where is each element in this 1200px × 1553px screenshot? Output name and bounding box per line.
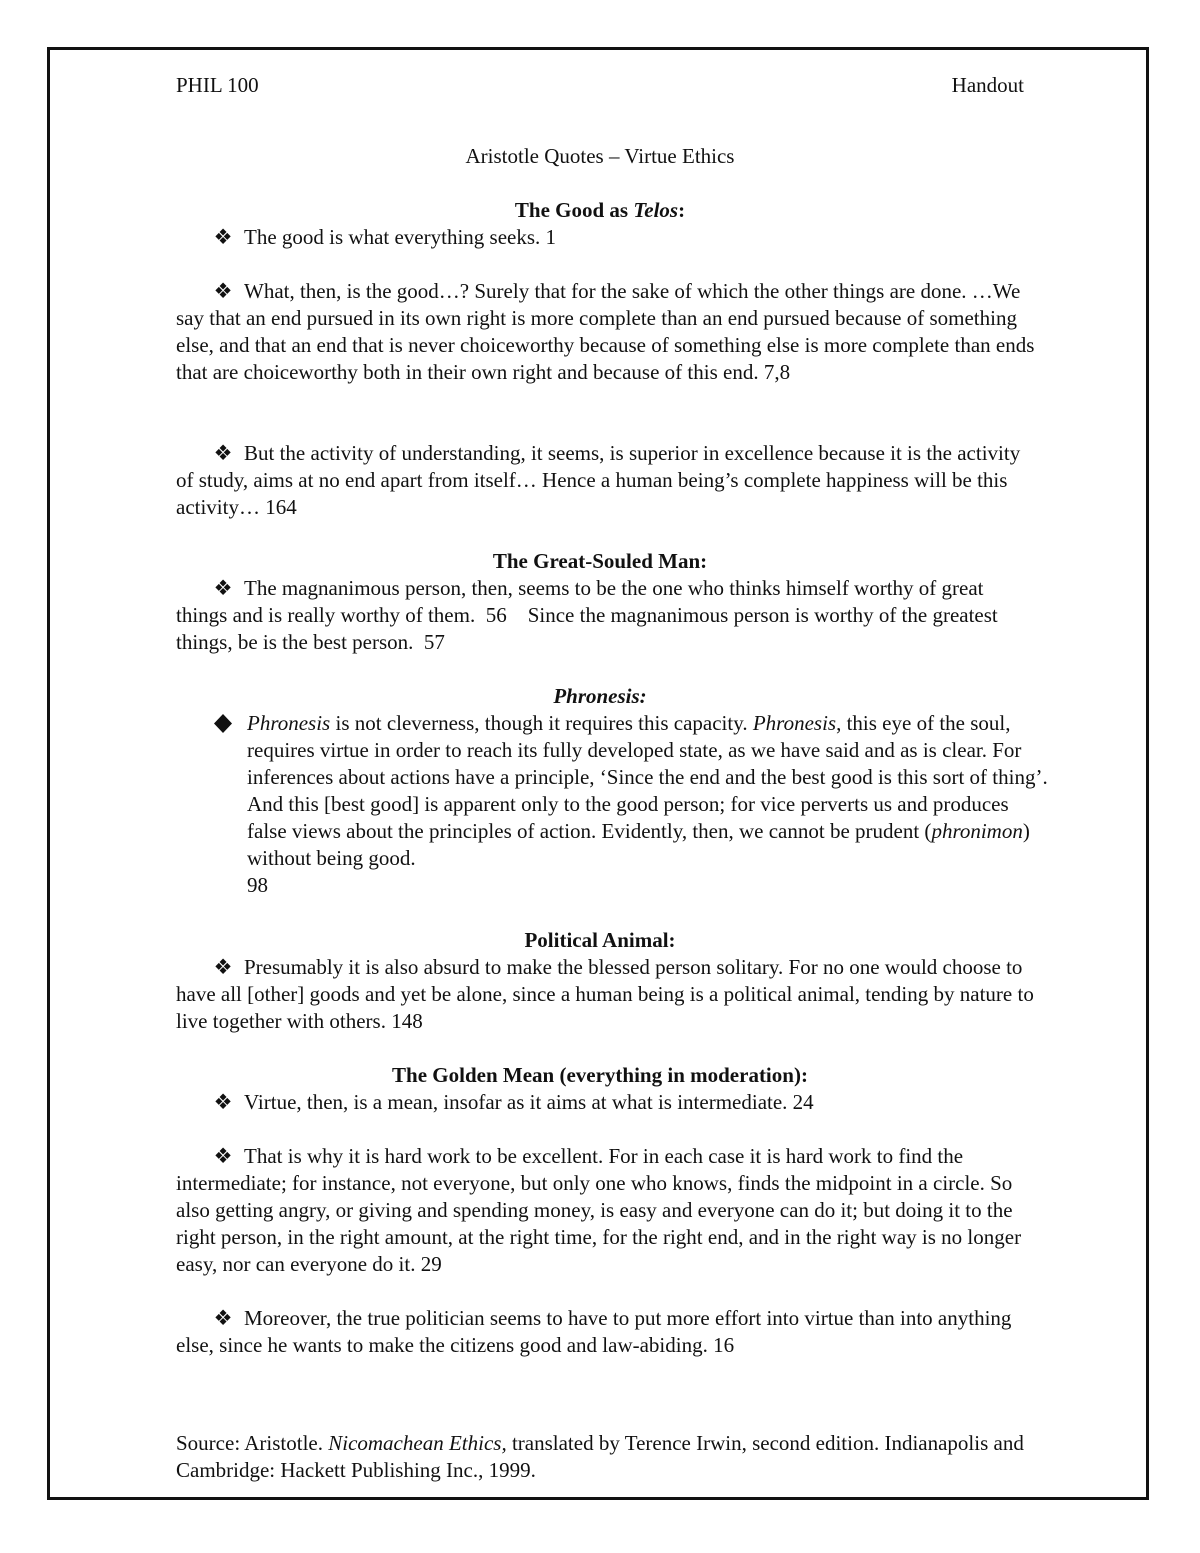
handout-label: Handout	[951, 73, 1024, 97]
quote-hard-work: ❖ That is why it is hard work to be excellent. For in each case it is hard work to find the intermediate; for instance, not everyone, but only one who knows, finds the midpoint in a circle. So also getting angry, or giving and spending money, is easy and everyone can do it; but doing it to the right person, in the right amount, at the right time, for the right end, and in the right way is no longer easy, nor can everyone do it. 29	[176, 1144, 1022, 1276]
solid-diamond-bullet-icon	[212, 710, 234, 737]
quote-what-is-good: ❖ What, then, is the good…? Surely that for the sake of which the other things are done. …We say that an end pursued in its own right is more complete than an end pursued because of something else, and that an end that is never choiceworthy because of something else is more complete than ends that are choiceworthy both in their own right and because of this end. 7,8	[176, 279, 1035, 384]
source-citation: Source: Aristotle. Nicomachean Ethics, translated by Terence Irwin, second edition. Indianapolis and Cambridge: Hackett Publishing Inc., 1999.	[176, 1431, 1024, 1482]
diamond-bullet-icon: ❖	[213, 441, 233, 465]
diamond-bullet-icon: ❖	[213, 1090, 233, 1114]
heading-good-as-telos: The Good as Telos:	[514, 198, 686, 222]
document-title: Aristotle Quotes – Virtue Ethics	[465, 144, 735, 168]
diamond-bullet-icon: ❖	[213, 279, 233, 303]
diamond-bullet-icon: ❖	[213, 1306, 233, 1330]
quote-political-animal: ❖ Presumably it is also absurd to make the blessed person solitary. For no one would choose to have all [other] goods and yet be alone, since a human being is a political animal, tending by nature to live together with others. 148	[176, 955, 1034, 1033]
quote-virtue-mean: ❖ Virtue, then, is a mean, insofar as it aims at what is intermediate. 24	[213, 1090, 814, 1114]
diamond-bullet-icon: ❖	[213, 1144, 233, 1168]
heading-political-animal: Political Animal:	[524, 928, 676, 952]
diamond-bullet-icon: ❖	[213, 955, 233, 979]
quote-activity-understanding: ❖ But the activity of understanding, it seems, is superior in excellence because it is the activity of study, aims at no end apart from itself… Hence a human being’s complete happiness will be this activity… 164	[176, 441, 1021, 519]
quote-magnanimous: ❖ The magnanimous person, then, seems to be the one who thinks himself worthy of great things and is really worthy of them. 56 Since the magnanimous person is worthy of the greatest things, be is the best person. 57	[176, 576, 1004, 654]
diamond-bullet-icon: ❖	[213, 576, 233, 600]
diamond-bullet-icon: ❖	[213, 225, 233, 249]
quote-phronesis: Phronesis is not cleverness, though it requires this capacity. Phronesis, this eye of the soul, requires virtue in order to reach its fully developed state, as we have said and as is clear. For inferences about actions have a principle, ‘Since the end and the best good is this sort of thing’. And this [best good] is apparent only to the good person; for vice perverts us and produces false views about the principles of action. Evidently, then, we cannot be prudent (phronimon) without being good. 98	[212, 710, 1052, 899]
course-label: PHIL 100	[176, 73, 259, 97]
quote-true-politician: ❖ Moreover, the true politician seems to have to put more effort into virtue than into anything else, since he wants to make the citizens good and law-abiding. 16	[176, 1306, 1012, 1357]
heading-phronesis: Phronesis:	[553, 684, 647, 708]
quote-good-seeks: ❖ The good is what everything seeks. 1	[213, 225, 557, 249]
heading-golden-mean: The Golden Mean (everything in moderation):	[392, 1063, 808, 1087]
heading-great-souled-man: The Great-Souled Man:	[492, 549, 708, 573]
